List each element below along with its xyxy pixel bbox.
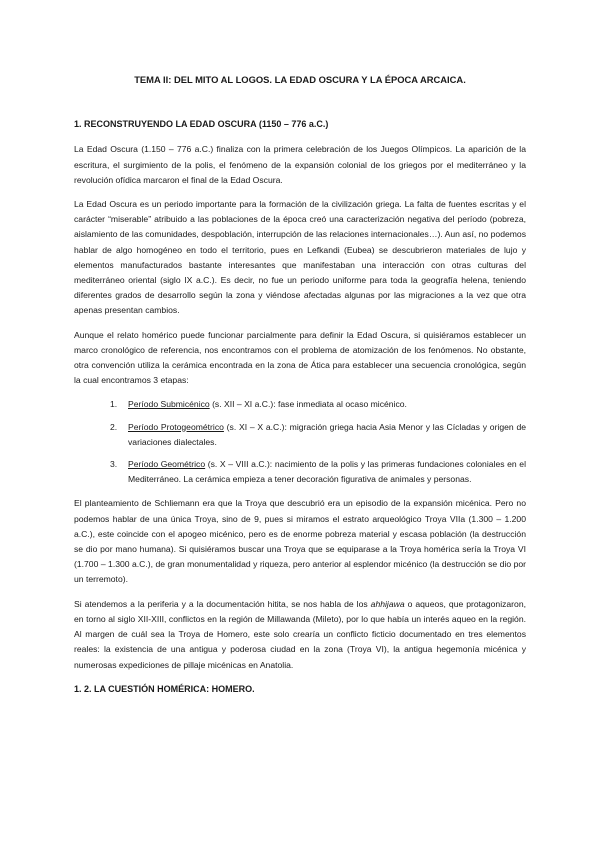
- period-description: (s. X – VIII a.C.): nacimiento de la polis y las primeras fundaciones coloniales en el Mediterráneo. La cerámica empieza a tener decoración figurativa de animales y personas.: [128, 459, 526, 485]
- paragraph-4: El planteamiento de Schliemann era que la Troya que descubrió era un episodio de la expansión micénica. Pero no podemos hablar de una única Troya, sino de 9, pues si miramos el estrato arqueológico Troya VIIa (1.300 – 1.200 a.C.), este coincide con el apogeo micénico, pero es de enorme pobreza material y escasa población (la destrucción se dio por mano humana). Si quisiéramos buscar una Troya que se equiparase a la Troya homérica sería la Troya VI (1.700 – 1.300 a.C.), de gran monumentalidad y riqueza, pero anterior al esplendor micénico (la destrucción se dio por un terremoto).: [74, 498, 526, 585]
- period-description: (s. XI – X a.C.): migración griega hacia Asia Menor y las Cícladas y origen de variaciones dialectales.: [128, 421, 527, 447]
- period-term: Período Protogeométrico: [128, 421, 224, 432]
- list-item-number: 3.: [110, 459, 118, 470]
- period-term: Período Geométrico: [128, 459, 206, 470]
- list-item: [74, 397, 526, 412]
- paragraph-2: La Edad Oscura es un periodo importante para la formación de la civilización griega. La falta de fuentes escritas y el carácter “miserable” atribuido a las poblaciones de la época creó una caracterización negativa del período (pobreza, aislamiento de las comunidades, despoblación, interrupción de las relaciones internacionales…). Aun así, no podemos hablar de algo homogéneo en todo el territorio, pues en Lefkandi (Eubea) se descubrieron materiales de lujo y elementos manufacturados bastante interesantes que manifestaban una interacción con otras culturas del mediterráneo oriental (siglo IX a.C.). Es decir, no fue un periodo uniforme para toda la geografía helena, teniendo diferentes grados de desarrollo según la zona y viéndose afectadas algunas por las migraciones a la vez que otra apenas presentan cambios.: [74, 199, 526, 316]
- ahhijawa-term: ahhijawa: [370, 598, 405, 609]
- section-heading-edad-oscura: 1. RECONSTRUYENDO LA EDAD OSCURA (1150 – 776 a.C.): [74, 119, 329, 130]
- list-item-number: 2.: [110, 421, 118, 432]
- paragraph-5: [74, 597, 526, 673]
- section-heading-cuestion-homerica: 1. 2. LA CUESTIÓN HOMÉRICA: HOMERO.: [74, 683, 255, 694]
- paragraph-1: La Edad Oscura (1.150 – 776 a.C.) finaliza con la primera celebración de los Juegos Olímpicos. La aparición de la escritura, el surgimiento de la polis, el fenómeno de la expansión colonial de los griegos por el mediterráneo y la revolución ofídica marcaron el final de la Edad Oscura.: [74, 144, 526, 185]
- paragraph-5-start: Si atendemos a la periferia y a la documentación hitita, se nos habla de los: [74, 598, 371, 609]
- paragraph-3: Aunque el relato homérico puede funcionar parcialmente para definir la Edad Oscura, si quisiéramos establecer un marco cronológico de referencia, nos encontramos con el problema de atomización de los fenómenos. No obstante, otra convención utiliza la cerámica encontrada en la zona de Ática para establecer una secuencia cronológica, según la cual encontramos 3 etapas:: [74, 329, 526, 386]
- list-item: [74, 420, 526, 450]
- list-item-number: 1.: [110, 399, 118, 410]
- period-description: (s. XII – XI a.C.): fase inmediata al ocaso micénico.: [209, 399, 407, 410]
- list-item: [74, 457, 526, 487]
- document-title: TEMA II: DEL MITO AL LOGOS. LA EDAD OSCURA Y LA ÉPOCA ARCAICA.: [134, 74, 466, 85]
- paragraph-5-end: o aqueos, que protagonizaron, en torno al siglo XII-XIII, conflictos en la región de Millawanda (Mileto), por lo que había un interés aqueo en la región. Al margen de cuál sea la Troya de Homero, este solo crearía un conflicto ficticio documentado en tres elementos reales: la existencia de una antigua y poderosa ciudad en la zona (Troya VI), la antigua hegemonía micénica y numerosas expediciones de pillaje micénicas en Anatolia.: [74, 598, 526, 670]
- period-list: [74, 397, 526, 487]
- period-term: Período Submicénico: [128, 399, 210, 410]
